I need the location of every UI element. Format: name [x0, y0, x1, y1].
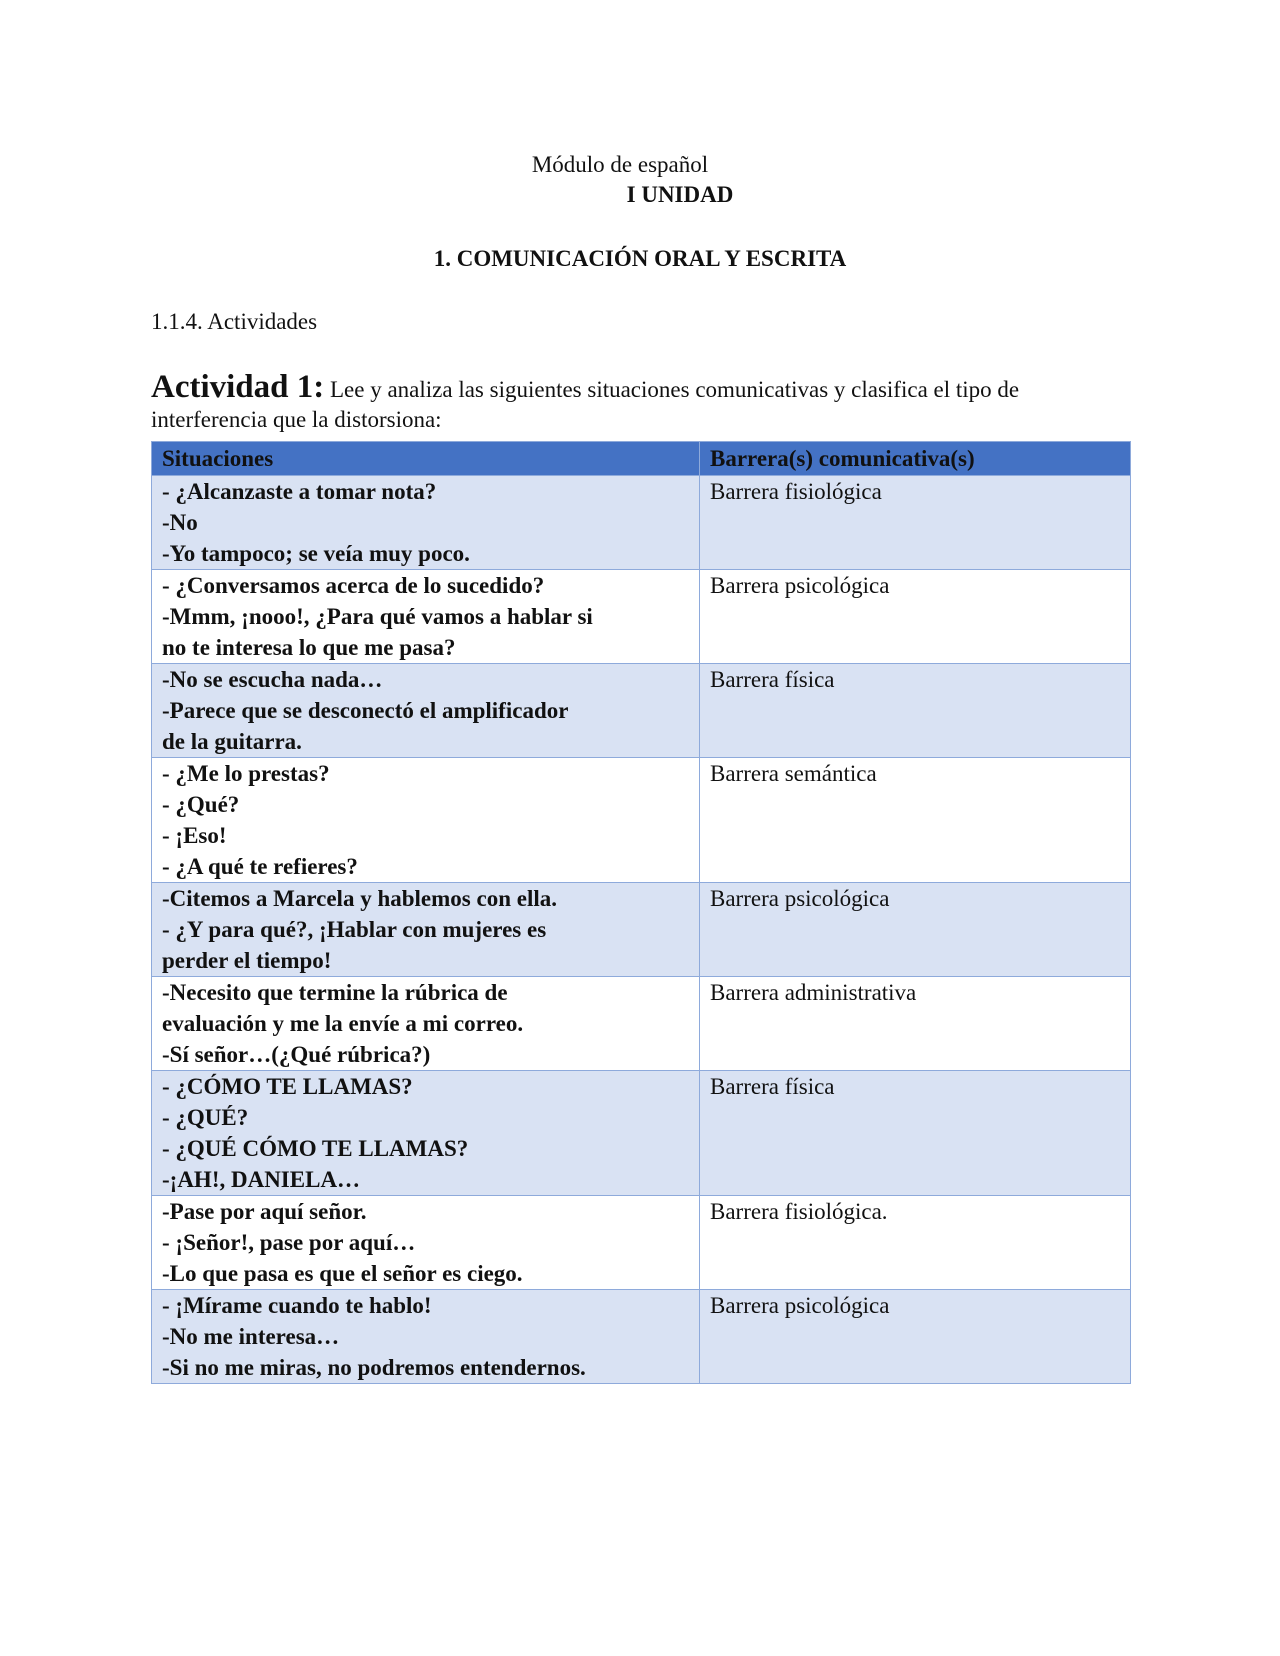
table-body [152, 476, 1131, 1384]
situation-cell [152, 1196, 700, 1290]
dialogue-line: -No me interesa… [162, 1324, 340, 1349]
dialogue-line: -Pase por aquí señor. [162, 1199, 367, 1224]
barrier-cell: Barrera física [700, 1071, 1131, 1196]
situation-cell [152, 883, 700, 977]
situation-cell [152, 1290, 700, 1384]
table-row [152, 758, 1131, 883]
table-row [152, 1196, 1131, 1290]
dialogue-line: - ¡Eso! [162, 823, 227, 848]
dialogue-line: - ¿A qué te refieres? [162, 854, 358, 879]
dialogue-line: - ¿Qué? [162, 792, 240, 817]
barrier-cell: Barrera fisiológica [700, 476, 1131, 570]
activity-intro [151, 369, 1131, 435]
barrier-cell: Barrera psicológica [700, 570, 1131, 664]
dialogue-line: -No [162, 510, 198, 535]
situation-cell [152, 664, 700, 758]
dialogue-line: -Yo tampoco; se veía muy poco. [162, 541, 470, 566]
situation-cell [152, 977, 700, 1071]
section-title [0, 244, 1280, 274]
table-row [152, 476, 1131, 570]
table-row [152, 1290, 1131, 1384]
situation-cell [152, 476, 700, 570]
dialogue-line: -Sí señor…(¿Qué rúbrica?) [162, 1042, 431, 1067]
dialogue-line: - ¡Mírame cuando te hablo! [162, 1293, 432, 1318]
situation-cell [152, 570, 700, 664]
dialogue-line: perder el tiempo! [162, 948, 332, 973]
subsection-title: 1.1.4. Actividades [151, 309, 318, 334]
unit-title [0, 180, 1280, 210]
dialogue-line: - ¿QUÉ CÓMO TE LLAMAS? [162, 1136, 469, 1161]
dialogue-line: - ¿Alcanzaste a tomar nota? [162, 479, 437, 504]
dialogue-line: - ¿Me lo prestas? [162, 761, 330, 786]
table-row [152, 977, 1131, 1071]
dialogue-line: - ¡Señor!, pase por aquí… [162, 1230, 416, 1255]
dialogue-line: -Necesito que termine la rúbrica de [162, 980, 508, 1005]
activity-label: Actividad 1: [151, 369, 325, 405]
situation-cell [152, 758, 700, 883]
unit-title-text: I UNIDAD [626, 182, 734, 207]
dialogue-line: -¡AH!, DANIELA… [162, 1167, 361, 1192]
barrier-cell: Barrera psicológica [700, 1290, 1131, 1384]
table-row [152, 883, 1131, 977]
dialogue-line: - ¿CÓMO TE LLAMAS? [162, 1074, 413, 1099]
dialogue-line: no te interesa lo que me pasa? [162, 635, 456, 660]
activity-instruction: Lee y analiza las siguientes situaciones comunicativas y clasifica el tipo de interferencia que la distorsiona: [151, 377, 1020, 432]
barrier-cell: Barrera semántica [700, 758, 1131, 883]
table-row [152, 1071, 1131, 1196]
dialogue-line: de la guitarra. [162, 729, 302, 754]
barrier-cell: Barrera física [700, 664, 1131, 758]
dialogue-line: -Lo que pasa es que el señor es ciego. [162, 1261, 523, 1286]
header-barriers: Barrera(s) comunicativa(s) [700, 442, 1131, 476]
table-header-row [152, 442, 1131, 476]
barriers-table [151, 441, 1131, 1384]
dialogue-line: - ¿QUÉ? [162, 1105, 249, 1130]
barrier-cell: Barrera administrativa [700, 977, 1131, 1071]
barrier-cell: Barrera fisiológica. [700, 1196, 1131, 1290]
dialogue-line: evaluación y me la envíe a mi correo. [162, 1011, 524, 1036]
dialogue-line: -No se escucha nada… [162, 667, 383, 692]
dialogue-line: - ¿Conversamos acerca de lo sucedido? [162, 573, 545, 598]
module-title-text: Módulo de español [531, 152, 709, 177]
dialogue-line: -Parece que se desconectó el amplificador [162, 698, 569, 723]
dialogue-line: -Mmm, ¡nooo!, ¿Para qué vamos a hablar si [162, 604, 593, 629]
situation-cell [152, 1071, 700, 1196]
table-row [152, 570, 1131, 664]
section-title-text: 1. COMUNICACIÓN ORAL Y ESCRITA [433, 246, 847, 271]
barrier-cell: Barrera psicológica [700, 883, 1131, 977]
module-title [0, 150, 1280, 180]
header-situations: Situaciones [152, 442, 700, 476]
table-row [152, 664, 1131, 758]
dialogue-line: -Si no me miras, no podremos entendernos. [162, 1355, 586, 1380]
dialogue-line: - ¿Y para qué?, ¡Hablar con mujeres es [162, 917, 547, 942]
dialogue-line: -Citemos a Marcela y hablemos con ella. [162, 886, 557, 911]
